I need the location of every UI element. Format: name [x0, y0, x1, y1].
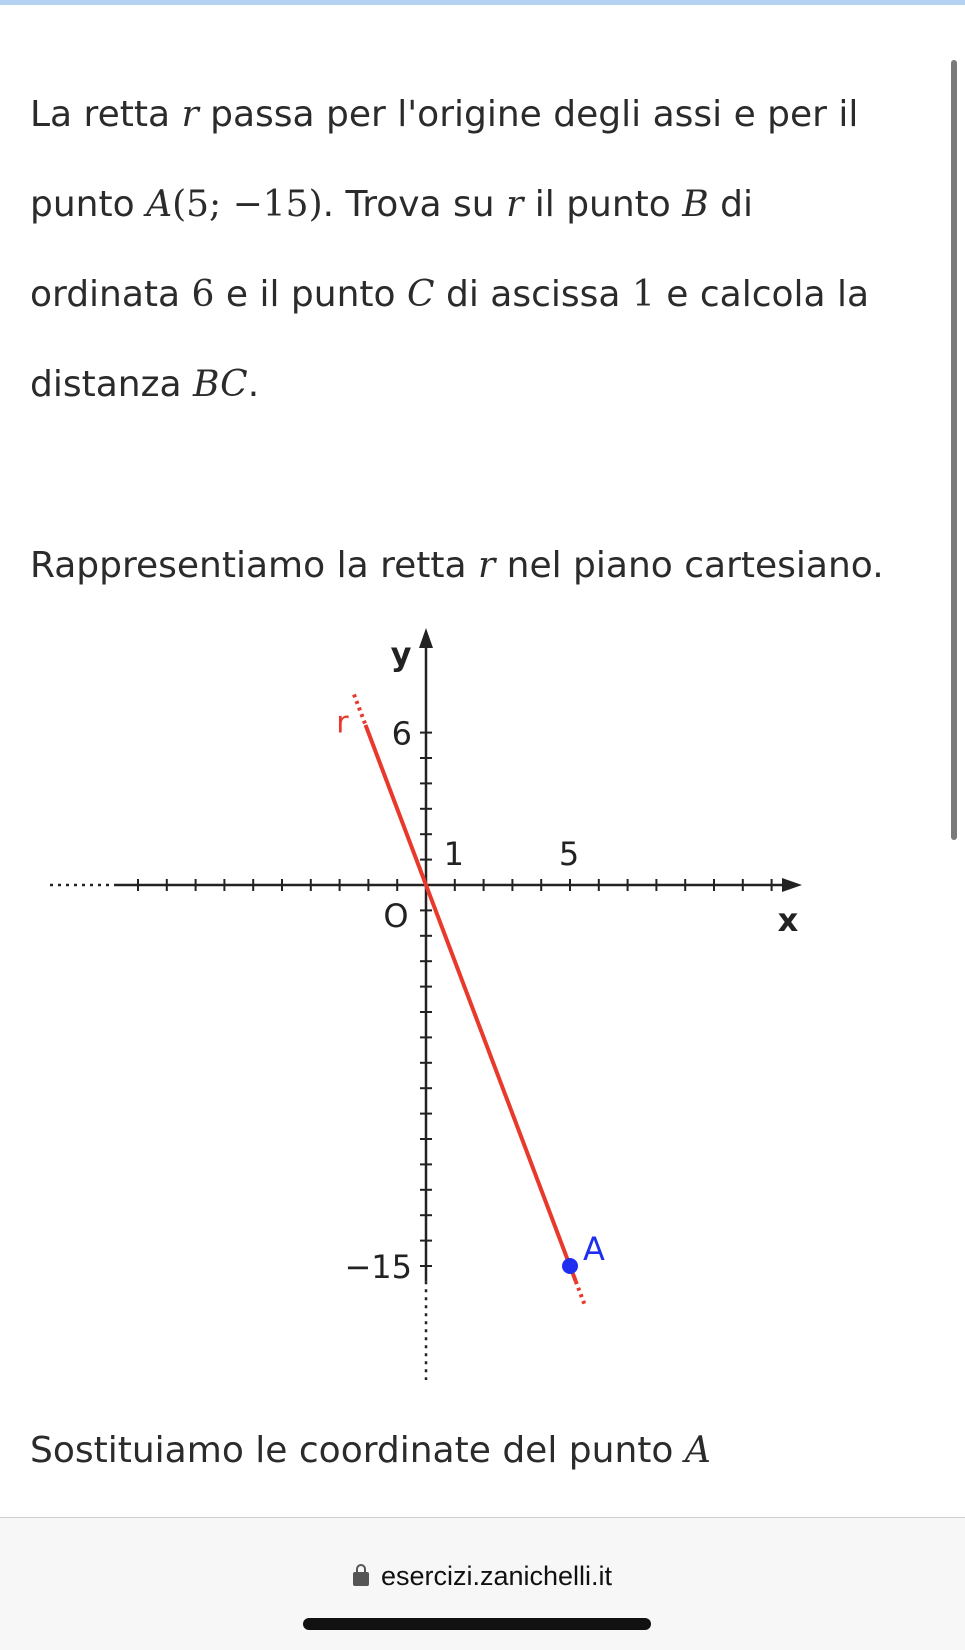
step-text-represent: Rappresentiamo la retta r nel piano cartesiano. — [30, 545, 884, 586]
origin-label: O — [383, 897, 409, 935]
lock-icon — [353, 1572, 369, 1586]
line-r-label: r — [336, 705, 349, 741]
url-bar[interactable] — [0, 1561, 965, 1592]
y-axis-arrow — [419, 628, 433, 648]
home-indicator[interactable] — [303, 1618, 651, 1630]
line-r — [366, 725, 576, 1281]
point-a — [562, 1258, 578, 1274]
browser-bottom-bar — [0, 1517, 965, 1650]
problem-text: La retta r passa per l'origine degli assi e per il punto A(5; −15). Trova su r il punto B di ordinata 6 e il punto C di ascissa 1 e calcola la distanza BC. — [30, 94, 870, 405]
y-axis-label: y — [390, 635, 412, 673]
y-tick-label: 6 — [391, 714, 412, 753]
x-axis-arrow — [782, 878, 802, 892]
x-tick-label: 5 — [558, 835, 580, 873]
top-progress-bar — [0, 0, 965, 5]
x-tick-label: 1 — [443, 835, 464, 873]
step-text-substitute: Sostituiamo le coordinate del punto A — [30, 1430, 711, 1471]
y-tick-label: −15 — [344, 1248, 412, 1286]
url-text: esercizi.zanichelli.it — [380, 1561, 613, 1591]
line-r-dotted-bottom — [576, 1281, 585, 1304]
x-axis-label: x — [777, 901, 799, 939]
point-a-label: A — [583, 1230, 605, 1268]
cartesian-chart — [0, 620, 965, 1390]
line-r-dotted-top — [354, 695, 366, 725]
